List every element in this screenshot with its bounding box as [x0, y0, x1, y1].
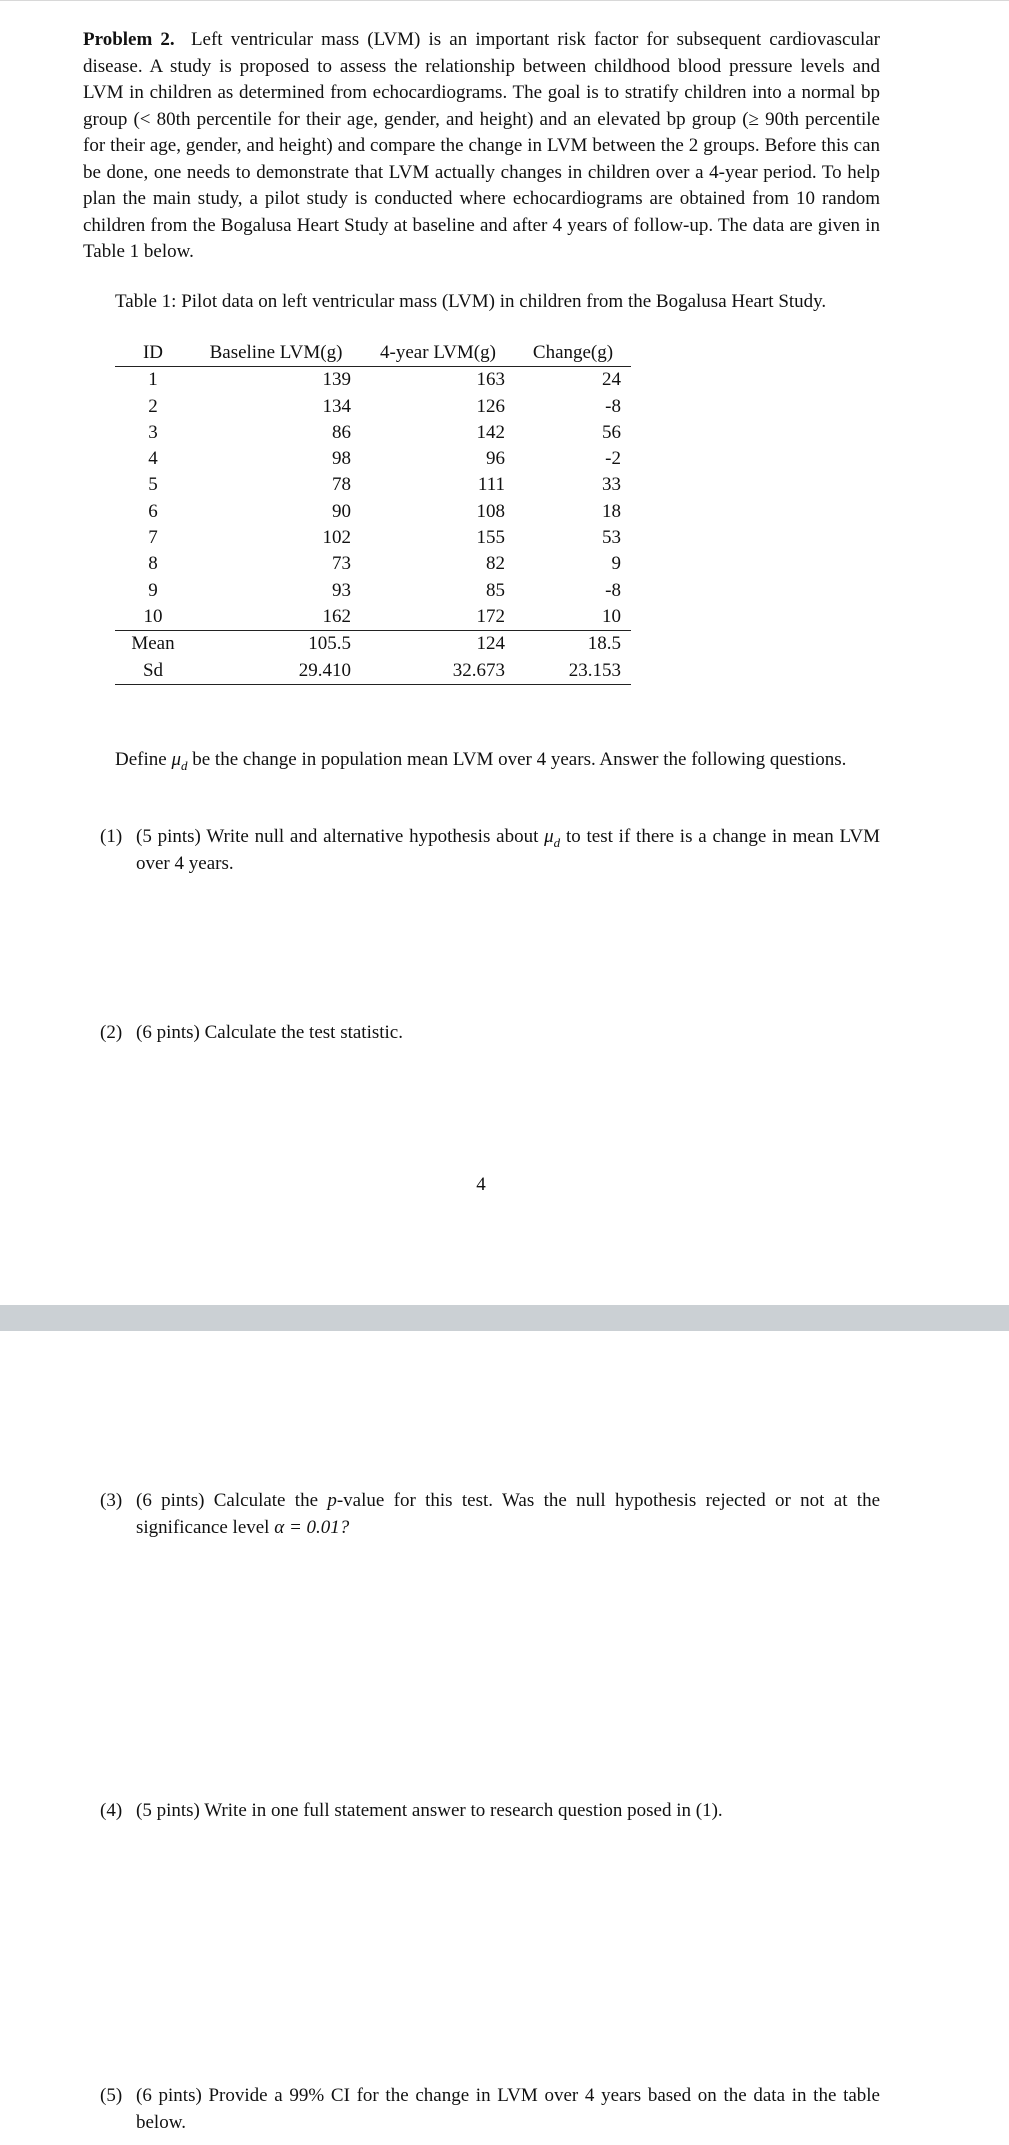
cell-four-year: 108: [476, 500, 505, 522]
question-text: (6 pints) Calculate the test statistic.: [136, 1022, 403, 1043]
page-separator: [0, 1305, 1009, 1331]
table-row: [115, 578, 631, 604]
cell-four-year: 142: [476, 421, 505, 443]
table-caption: Table 1: Pilot data on left ventricular mass (LVM) in children from the Bogalusa Heart Study.: [115, 291, 827, 312]
question-number: (3): [100, 1490, 123, 1511]
table-row: [115, 420, 631, 446]
cell-change: 18: [602, 500, 621, 522]
cell-id: 2: [148, 395, 158, 417]
define-after: be the change in population mean LVM over 4 years. Answer the following questions.: [192, 749, 847, 770]
cell-baseline: 105.5: [191, 631, 361, 658]
cell-id: 9: [148, 579, 158, 601]
cell-change: 33: [602, 474, 621, 496]
cell-four-year: 32.673: [361, 658, 515, 685]
mu-symbol: μ: [171, 749, 181, 770]
cell-change: 23.153: [515, 658, 631, 685]
problem-text: Left ventricular mass (LVM) is an important risk factor for subsequent cardiovascular disease. A study is proposed to assess the relationship between childhood blood pressure levels and LVM in children as determined from echocardiograms. The goal is to stratify children into a normal bp group (< 80th percentile for their age, gender, and height) and an elevated bp group (≥ 90th percentile for their age, gender, and height) and compare the change in LVM between the 2 groups. Before this can be done, one needs to demonstrate that LVM actually changes in children over a 4-year period. To help plan the main study, a pilot study is conducted where echocardiograms are obtained from 10 random children from the Bogalusa Heart Study at baseline and after 4 years of follow-up. The data are given in Table 1 below.: [83, 29, 880, 262]
table-row: [115, 658, 631, 685]
define-before: Define: [115, 749, 167, 770]
cell-id: 1: [148, 369, 158, 391]
question-2: [100, 1020, 880, 1047]
cell-four-year: 85: [486, 579, 505, 601]
cell-id: 5: [148, 474, 158, 496]
cell-id: 6: [148, 500, 158, 522]
cell-change: -8: [605, 395, 621, 417]
cell-baseline: 73: [332, 553, 351, 575]
question-3: [100, 1488, 880, 1541]
table-header-row: [115, 340, 631, 367]
mu-symbol: μ: [544, 826, 554, 847]
cell-baseline: 86: [332, 421, 351, 443]
lvm-table: [115, 340, 631, 685]
cell-four-year: 126: [476, 395, 505, 417]
define-paragraph: [83, 747, 880, 774]
table-body: [115, 367, 631, 685]
cell-id: 8: [148, 553, 158, 575]
cell-baseline: 98: [332, 448, 351, 470]
header-four-year: 4-year LVM(g): [361, 340, 515, 367]
cell-id: Sd: [115, 658, 191, 685]
cell-id: Mean: [115, 631, 191, 658]
question-number: (5): [100, 2085, 123, 2106]
cell-baseline: 134: [322, 395, 351, 417]
cell-baseline: 29.410: [191, 658, 361, 685]
table-row: [115, 631, 631, 658]
alpha-level: α = 0.01?: [274, 1516, 350, 1538]
table-row: [115, 525, 631, 551]
cell-baseline: 93: [332, 579, 351, 601]
cell-baseline: 90: [332, 500, 351, 522]
cell-change: 10: [602, 605, 621, 627]
cell-change: 24: [602, 369, 621, 391]
page-number: 4: [476, 1174, 486, 1195]
question-text: (6 pints) Provide a 99% CI for the change in LVM over 4 years based on the data in the table below.: [136, 2085, 880, 2133]
cell-change: -2: [605, 448, 621, 470]
table-row: [115, 499, 631, 525]
cell-baseline: 78: [332, 474, 351, 496]
cell-change: 56: [602, 421, 621, 443]
table-row: [115, 604, 631, 631]
question-text-cont: -value for this test. Was the null hypothesis rejected or not at the significance level: [136, 1490, 881, 1538]
question-5: [100, 2083, 880, 2136]
p-variable: p: [327, 1490, 337, 1511]
cell-change: -8: [605, 579, 621, 601]
mu-subscript: d: [553, 834, 561, 850]
table-row: [115, 472, 631, 498]
header-change: Change(g): [515, 340, 631, 367]
table-row: [115, 446, 631, 472]
top-border: [0, 0, 1009, 1]
question-text-cont: to test if there is a change in mean LVM over 4 years.: [136, 826, 880, 874]
cell-change: 9: [611, 553, 621, 575]
question-number: (2): [100, 1022, 123, 1043]
cell-four-year: 163: [476, 369, 505, 391]
header-baseline: Baseline LVM(g): [191, 340, 361, 367]
problem-intro: [83, 27, 880, 266]
question-text: (5 pints) Write null and alternative hypothesis about: [136, 826, 539, 847]
cell-baseline: 162: [322, 605, 351, 627]
question-4: [100, 1798, 880, 1825]
problem-label: Problem 2.: [83, 29, 175, 50]
cell-baseline: 139: [322, 369, 351, 391]
question-1: [100, 824, 880, 877]
question-text: (5 pints) Write in one full statement answer to research question posed in (1).: [136, 1800, 723, 1821]
cell-id: 4: [148, 448, 158, 470]
cell-baseline: 102: [322, 527, 351, 549]
mu-subscript: d: [181, 757, 188, 773]
cell-four-year: 96: [486, 448, 505, 470]
header-id: ID: [115, 340, 191, 367]
cell-four-year: 82: [486, 553, 505, 575]
cell-id: 3: [148, 421, 158, 443]
cell-change: 18.5: [515, 631, 631, 658]
cell-change: 53: [602, 527, 621, 549]
table-row: [115, 551, 631, 577]
cell-four-year: 111: [477, 474, 505, 496]
cell-id: 10: [143, 605, 163, 627]
cell-id: 7: [148, 527, 158, 549]
question-number: (1): [100, 826, 123, 847]
cell-four-year: 124: [361, 631, 515, 658]
cell-four-year: 155: [476, 527, 505, 549]
cell-four-year: 172: [476, 605, 505, 627]
question-text: (6 pints) Calculate the: [136, 1490, 319, 1511]
table-row: [115, 367, 631, 394]
question-number: (4): [100, 1800, 123, 1821]
table-row: [115, 394, 631, 420]
